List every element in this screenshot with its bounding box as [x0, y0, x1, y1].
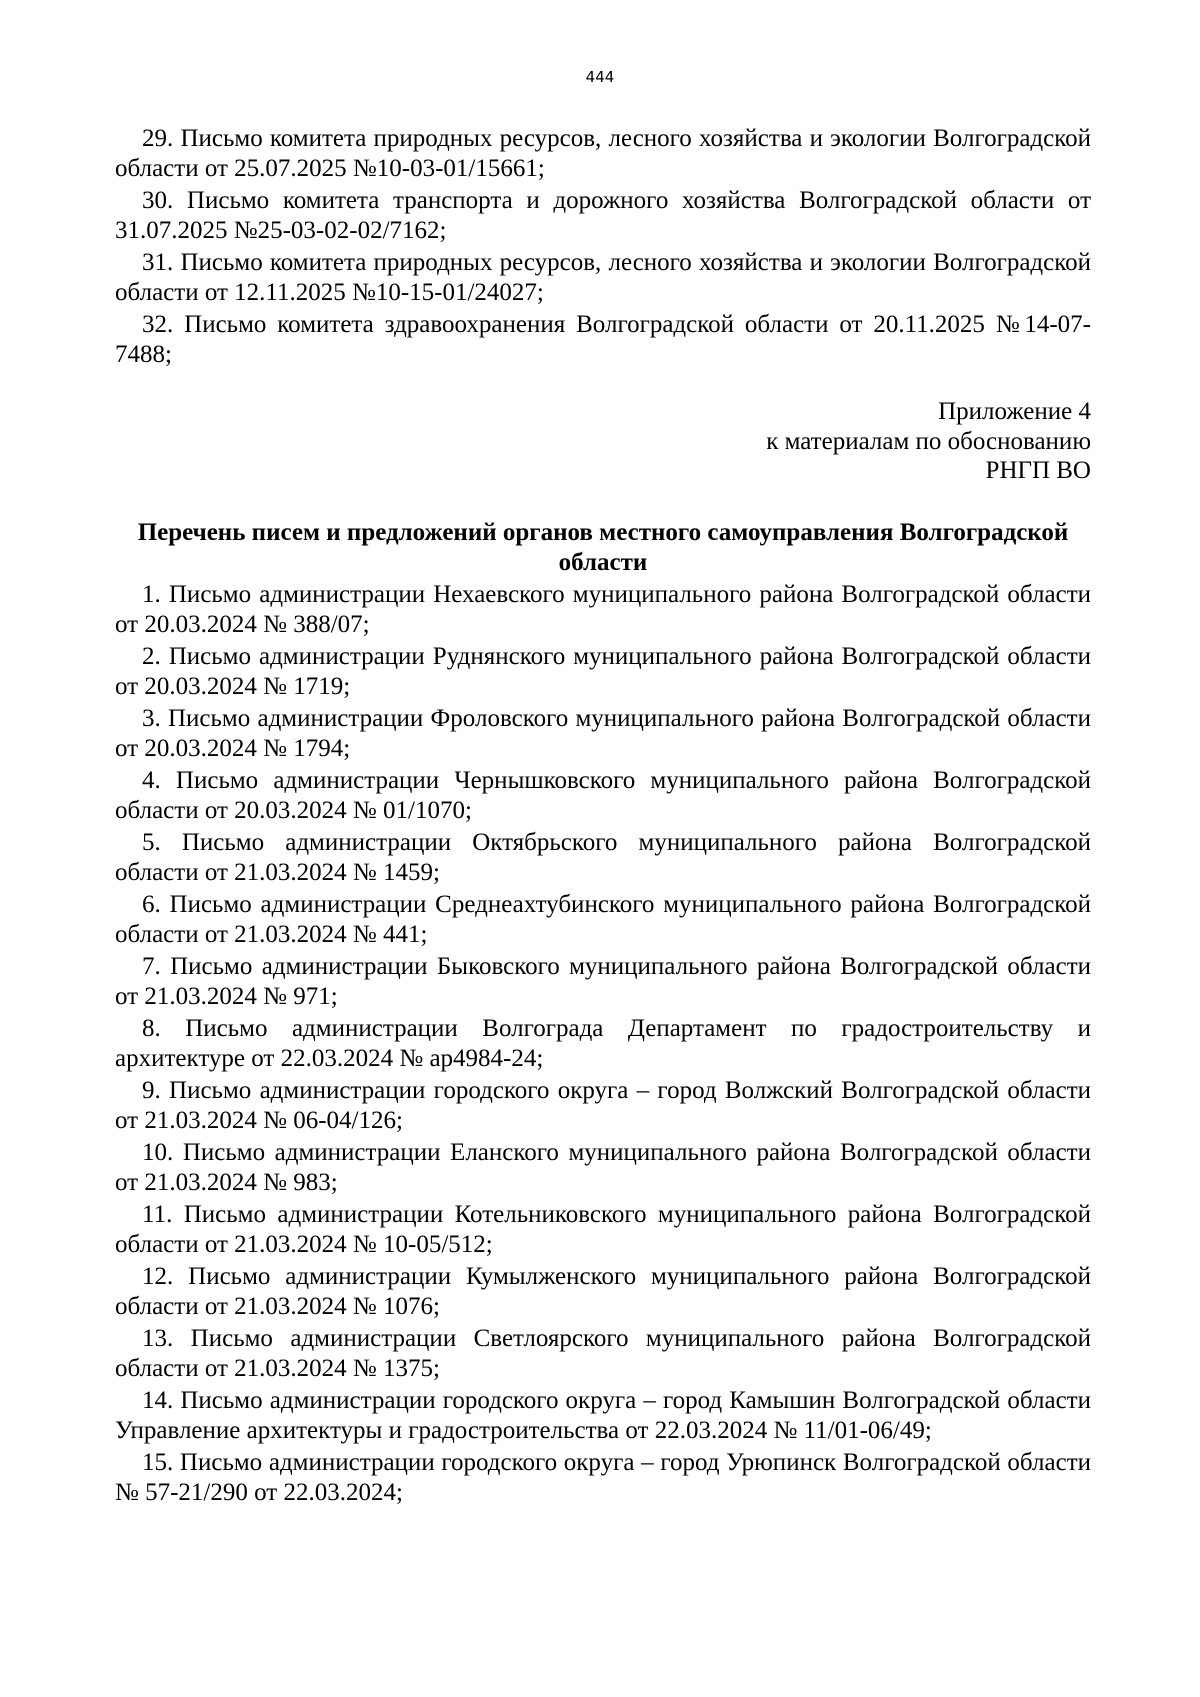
page-number: 444	[585, 68, 615, 86]
list-item: 1. Письмо администрации Нехаевского муниципального района Волгоградской области от 20.03.2024 № 388/07;	[115, 581, 1091, 638]
list-item: 29. Письмо комитета природных ресурсов, лесного хозяйства и экологии Волгоградской области от 25.07.2025 №10-03-01/15661;	[115, 125, 1091, 182]
list-item: 14. Письмо администрации городского округа – город Камышин Волгоградской области Управление архитектуры и градостроительства от 22.03.2024 № 11/01-06/49;	[115, 1387, 1091, 1444]
appendix-number: Приложение 4	[938, 398, 1091, 425]
list-item: 3. Письмо администрации Фроловского муниципального района Волгоградской области от 20.03.2024 № 1794;	[115, 705, 1091, 762]
list-item: 15. Письмо администрации городского округа – город Урюпинск Волгоградской области № 57-21/290 от 22.03.2024;	[115, 1449, 1091, 1506]
list-item: 7. Письмо администрации Быковского муниципального района Волгоградской области от 21.03.2024 № 971;	[115, 953, 1091, 1010]
list-item: 13. Письмо администрации Светлоярского муниципального района Волгоградской области от 21.03.2024 № 1375;	[115, 1325, 1091, 1382]
list-item: 8. Письмо администрации Волгограда Департамент по градостроительству и архитектуре от 22.03.2024 № ар4984-24;	[115, 1015, 1091, 1072]
list-item: 6. Письмо администрации Среднеахтубинского муниципального района Волгоградской области от 21.03.2024 № 441;	[115, 891, 1091, 948]
list-item: 11. Письмо администрации Котельниковского муниципального района Волгоградской области от 21.03.2024 № 10-05/512;	[115, 1201, 1091, 1258]
list-item: 2. Письмо администрации Руднянского муниципального района Волгоградской области от 20.03.2024 № 1719;	[115, 643, 1091, 700]
list-item: 32. Письмо комитета здравоохранения Волгоградской области от 20.11.2025 №14-07-7488;	[115, 311, 1091, 368]
list-item: 9. Письмо администрации городского округа – город Волжский Волгоградской области от 21.03.2024 № 06-04/126;	[115, 1077, 1091, 1134]
list-item: 31. Письмо комитета природных ресурсов, лесного хозяйства и экологии Волгоградской области от 12.11.2025 №10-15-01/24027;	[115, 249, 1091, 306]
list-item: 5. Письмо администрации Октябрьского муниципального района Волгоградской области от 21.03.2024 № 1459;	[115, 829, 1091, 886]
appendix-subtitle: к материалам по обоснованию	[766, 427, 1091, 455]
section-heading: Перечень писем и предложений органов местного самоуправления Волгоградской области	[137, 519, 1069, 576]
letters-list-regional-committees	[115, 124, 1091, 372]
list-item: 30. Письмо комитета транспорта и дорожного хозяйства Волгоградской области от 31.07.2025 №25-03-02-02/7162;	[115, 187, 1091, 244]
list-item: 12. Письмо администрации Кумылженского муниципального района Волгоградской области от 21.03.2024 № 1076;	[115, 1263, 1091, 1320]
list-item: 4. Письмо администрации Чернышковского муниципального района Волгоградской области от 20.03.2024 № 01/1070;	[115, 767, 1091, 824]
appendix-document-name: РНГП ВО	[985, 457, 1091, 484]
appendix-caption	[766, 397, 1091, 486]
letters-list-local-government	[115, 580, 1091, 1510]
list-item: 10. Письмо администрации Еланского муниципального района Волгоградской области от 21.03.2024 № 983;	[115, 1139, 1091, 1196]
